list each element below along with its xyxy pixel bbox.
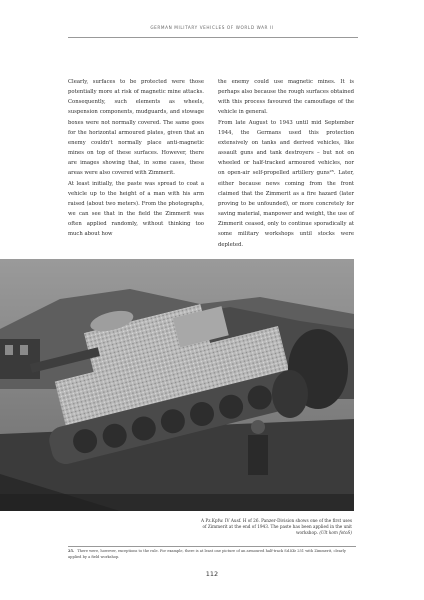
tank-photograph (0, 259, 354, 511)
tank-photo-illustration (0, 259, 354, 511)
text-column-left (68, 77, 204, 240)
photo-credit: (Ult kom fotoS) (319, 530, 352, 536)
footnote-divider (68, 546, 356, 547)
paragraph: Clearly, surfaces to be protected were those potentially more at risk of magnetic mine attacks. Consequently, such elements as wheels, suspension components, mudguards, and stowage boxes were not normally covered. The same goes for the horizontal armoured plates, given that an enemy couldn't normally place anti-magnetic mines on top of these surfaces. However, there are images showing that, in some cases, these areas were also covered with Zimmerit. (68, 79, 204, 177)
photo-caption (196, 518, 352, 537)
paragraph: From late August to 1943 until mid September 1944, the Germans used this protection extensively on tanks and derived vehicles, like assault guns and tank destroyers – but not on wheeled or half-tracked armoured vehicles, nor on open-air self-propelled artillery guns²⁵. Later, either because news coming from the front claimed that the Zimmerit as a fire hazard (later proving to be unfounded), or more concretely for saving material, manpower and weight, the use of Zimmerit ceased, only to continue sporadically at some military workshops until stocks were depleted. (218, 119, 354, 248)
footnote-text: There were, however, exceptions to the rule. For example, there is at least one picture of an armoured half-track Sd.Kfz 251 with Zimmerit, clearly applied by a field workshop. (68, 549, 346, 559)
footnote-number: 25. (68, 549, 75, 553)
paragraph: At least initially, the paste was spread to coat a vehicle up to the height of a man with his arm raised (about two meters). From the photographs, we can see that in the field the Zimmerit was often applied randomly, without thinking too much about how (68, 180, 204, 238)
running-header: GERMAN MILITARY VEHICLES OF WORLD WAR II (150, 25, 274, 30)
paragraph: the enemy could use magnetic mines. It is perhaps also because the rough surfaces obtained with this process favoured the camouflage of the vehicle in general. (218, 79, 354, 116)
header-divider (68, 37, 358, 38)
text-column-right (218, 77, 354, 250)
page-number: 112 (205, 570, 219, 578)
footnote (68, 549, 356, 560)
caption-text: A Pz.Kpfw. IV Ausf. H of 26. Panzer-Division shows one of the first uses of Zimmerit at the end of 1943. The paste has been applied in the unit workshop. (201, 518, 352, 536)
